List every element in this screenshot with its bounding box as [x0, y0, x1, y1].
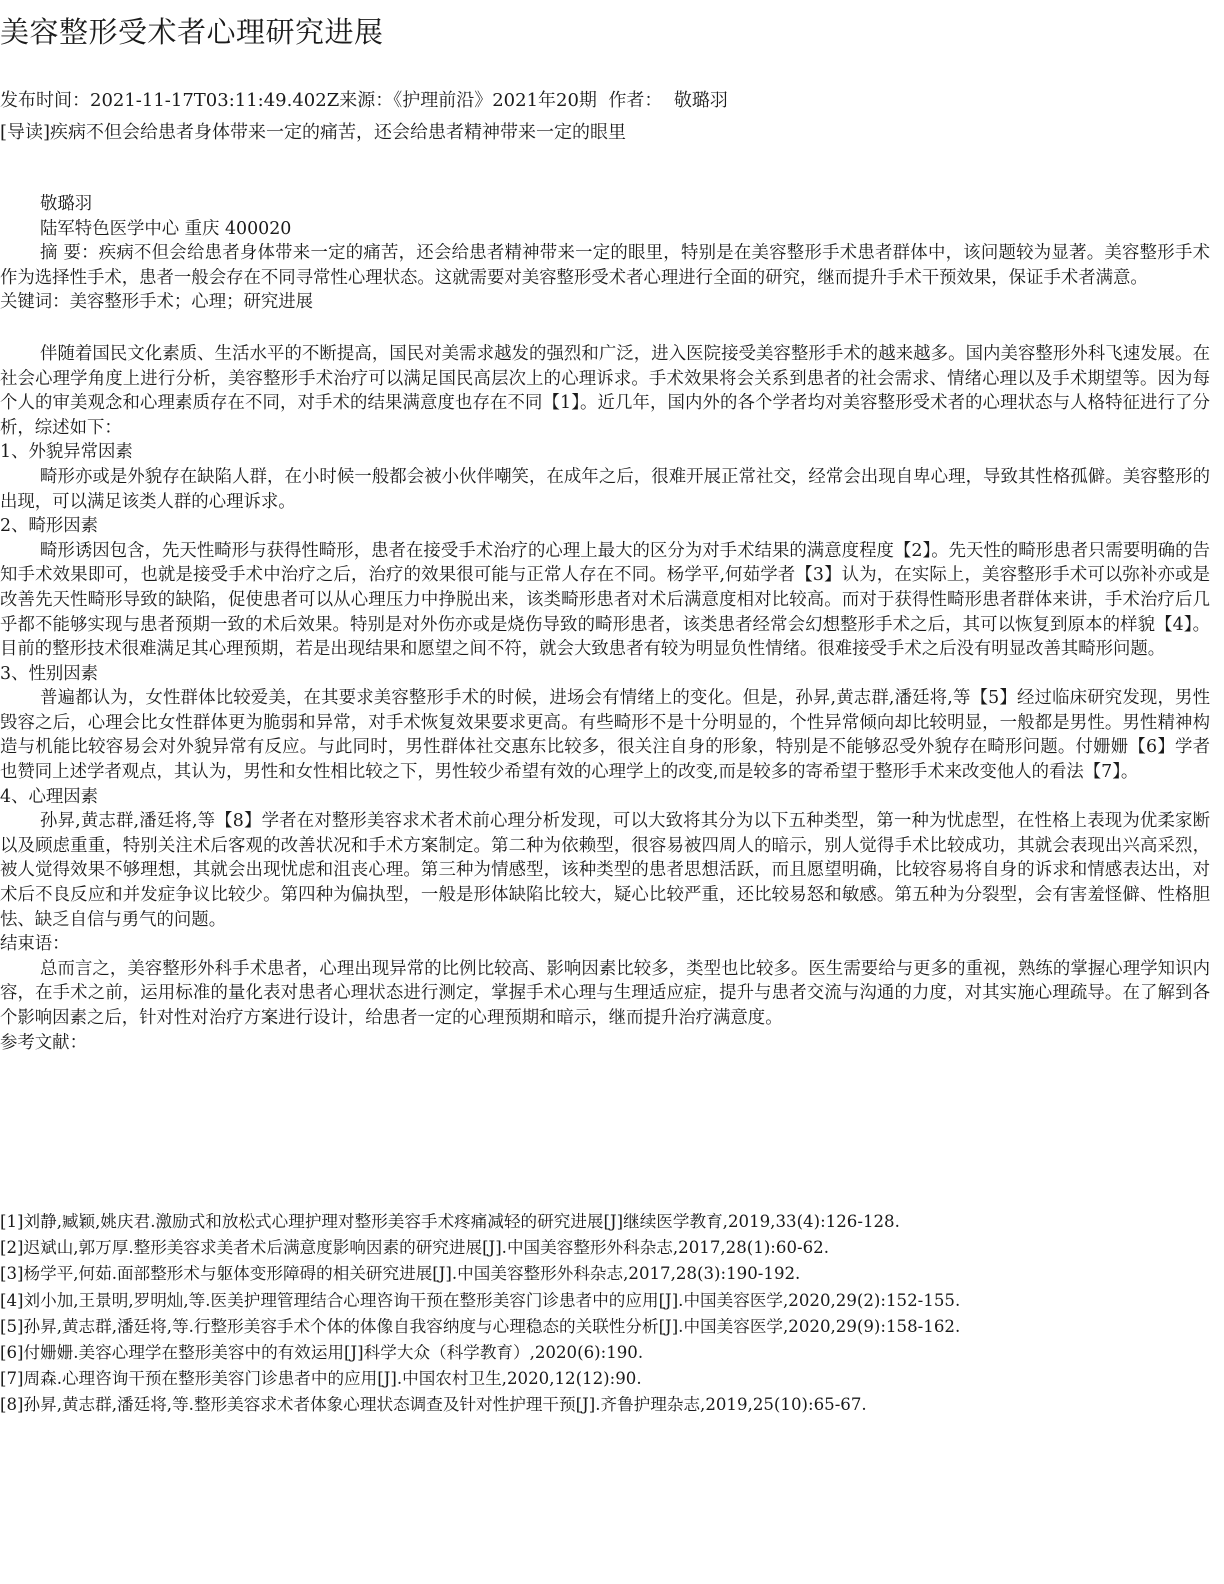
article-lead: [导读]疾病不但会给患者身体带来一定的痛苦，还会给患者精神带来一定的眼里 [0, 122, 627, 143]
reference-item: [6]付姗姗.美容心理学在整形美容中的有效运用[J]科学大众（科学教育）,2020(6):190. [0, 1343, 644, 1363]
reference-item: [8]孙昇,黄志群,潘廷将,等.整形美容求术者体象心理状态调查及针对性护理干预[J].齐鲁护理杂志,2019,25(10):65-67. [0, 1395, 867, 1415]
section-heading-3: 3、性别因素 [0, 663, 99, 684]
author-label: 作者： [608, 90, 663, 111]
section-paragraph-2: 畸形诱因包含，先天性畸形与获得性畸形，患者在接受手术治疗的心理上最大的区分为对手术结果的满意度程度【2】。先天性的畸形患者只需要明确的告知手术效果即可，也就是接受手术中治疗之后，治疗的效果很可能与正常人存在不同。杨学平,何茹学者【3】认为，在实际上，美容整形手术可以弥补亦或是改善先天性畸形导致的缺陷，促使患者可以从心理压力中挣脱出来，该类畸形患者对术后满意度相对比较高。而对于获得性畸形患者群体来讲，手术治疗后几乎都不能够实现与患者预期一致的术后效果。特别是对外伤亦或是烧伤导致的畸形患者，该类患者经常会幻想整形手术之后，其可以恢复到原本的样貌【4】。目前的整形技术很难满足其心理预期，若是出现结果和愿望之间不符，就会大致患者有较为明显负性情绪。很难接受手术之后没有明显改善其畸形问题。 [0, 540, 1210, 660]
published-value: 2021-11-17T03:11:49.402Z [90, 90, 340, 111]
reference-item: [1]刘静,臧颖,姚庆君.激励式和放松式心理护理对整形美容手术疼痛减轻的研究进展[J]继续医学教育,2019,33(4):126-128. [0, 1212, 900, 1231]
article-body [0, 192, 1210, 1055]
abstract-paragraph: 摘 要：疾病不但会给患者身体带来一定的痛苦，还会给患者精神带来一定的眼里，特别是在美容整形手术患者群体中，该问题较为显著。美容整形手术作为选择性手术，患者一般会存在不同寻常性心理状态。这就需要对美容整形受术者心理进行全面的研究，继而提升手术干预效果，保证手术者满意。 [0, 243, 1210, 288]
body-author: 敬璐羽 [40, 194, 93, 214]
reference-item: [7]周森.心理咨询干预在整形美容门诊患者中的应用[J].中国农村卫生,2020,12(12):90. [0, 1369, 642, 1389]
section-heading-1: 1、外貌异常因素 [0, 442, 133, 463]
reference-list [0, 1209, 1224, 1419]
article-meta [0, 88, 728, 114]
author-value: 敬璐羽 [673, 90, 728, 111]
reference-item: [5]孙昇,黄志群,潘廷将,等.行整形美容手术个体的体像自我容纳度与心理稳态的关联性分析[J].中国美容医学,2020,29(9):158-162. [0, 1316, 961, 1336]
section-paragraph-4: 孙昇,黄志群,潘廷将,等【8】学者在对整形美容求术者术前心理分析发现，可以大致将其分为以下五种类型，第一种为忧虑型，在性格上表现为优柔家断以及顾虑重重，特别关注术后客观的改善状况和手术方案制定。第二种为依赖型，很容易被四周人的暗示，别人觉得手术比较成功，其就会表现出兴高采烈，被人觉得效果不够理想，其就会出现忧虑和沮丧心理。第三种为情感型，该种类型的患者思想活跃，而且愿望明确，比较容易将自身的诉求和情感表达出，对术后不良反应和并发症争议比较少。第四种为偏执型，一般是形体缺陷比较大，疑心比较严重，还比较易怒和敏感。第五种为分裂型，会有害羞怪僻、性格胆怯、缺乏自信与勇气的问题。 [0, 811, 1210, 930]
body-affiliation: 陆军特色医学中心 重庆 400020 [40, 218, 292, 239]
section-heading-2: 2、畸形因素 [0, 516, 99, 537]
section-paragraph-3: 普遍都认为，女性群体比较爱美，在其要求美容整形手术的时候，进场会有情绪上的变化。但是，孙昇,黄志群,潘廷将,等【5】经过临床研究发现，男性毁容之后，心理会比女性群体更为脆弱和异常，对手术恢复效果要求更高。有些畸形不是十分明显的，个性异常倾向却比较明显，一般都是男性。男性精神构造与机能比较容易会对外貌异常有反应。与此同时，男性群体社交惠东比较多，很关注自身的形象，特别是不能够忍受外貌存在畸形问题。付姗姗【6】学者也赞同上述学者观点，其认为，男性和女性相比较之下，男性较少希望有效的心理学上的改变,而是较多的寄希望于整形手术来改变他人的看法【7】。 [0, 688, 1210, 783]
conclusion-heading: 结束语： [0, 934, 70, 955]
source-label: 来源： [339, 90, 394, 111]
published-label: 发布时间： [0, 90, 90, 111]
section-heading-4: 4、心理因素 [0, 786, 99, 807]
section-paragraph-1: 畸形亦或是外貌存在缺陷人群，在小时候一般都会被小伙伴嘲笑，在成年之后，很难开展正常社交，经常会出现自卑心理，导致其性格孤僻。美容整形的出现，可以满足该类人群的心理诉求。 [0, 466, 1210, 512]
source-value: 《护理前沿》2021年20期 [393, 90, 597, 111]
reference-item: [4]刘小加,王景明,罗明灿,等.医美护理管理结合心理咨询干预在整形美容门诊患者中的应用[J].中国美容医学,2020,29(2):152-155. [0, 1290, 961, 1310]
intro-paragraph: 伴随着国民文化素质、生活水平的不断提高，国民对美需求越发的强烈和广泛，进入医院接受美容整形手术的越来越多。国内美容整形外科飞速发展。在社会心理学角度上进行分析，美容整形手术治疗可以满足国民高层次上的心理诉求。手术效果将会关系到患者的社会需求、情绪心理以及手术期望等。因为每个人的审美观念和心理素质存在不同，对手术的结果满意度也存在不同【1】。近几年，国内外的各个学者均对美容整形受术者的心理状态与人格特征进行了分析，综述如下： [0, 343, 1210, 438]
references-heading: 参考文献： [0, 1032, 87, 1053]
conclusion-paragraph: 总而言之，美容整形外科手术患者，心理出现异常的比例比较高、影响因素比较多，类型也比较多。医生需要给与更多的重视，熟练的掌握心理学知识内容，在手术之前，运用标准的量化表对患者心理状态进行测定，掌握手术心理与生理适应症，提升与患者交流与沟通的力度，对其实施心理疏导。在了解到各个影响因素之后，针对性对治疗方案进行设计，给患者一定的心理预期和暗示，继而提升治疗满意度。 [0, 958, 1210, 1028]
reference-item: [3]杨学平,何茹.面部整形术与躯体变形障碍的相关研究进展[J].中国美容整形外科杂志,2017,28(3):190-192. [0, 1264, 801, 1284]
reference-item: [2]迟斌山,郭万厚.整形美容求美者术后满意度影响因素的研究进展[J].中国美容整形外科杂志,2017,28(1):60-62. [0, 1238, 829, 1258]
article-title: 美容整形受术者心理研究进展 [0, 15, 384, 49]
keywords-line: 关键词：美容整形手术；心理；研究进展 [0, 292, 314, 313]
